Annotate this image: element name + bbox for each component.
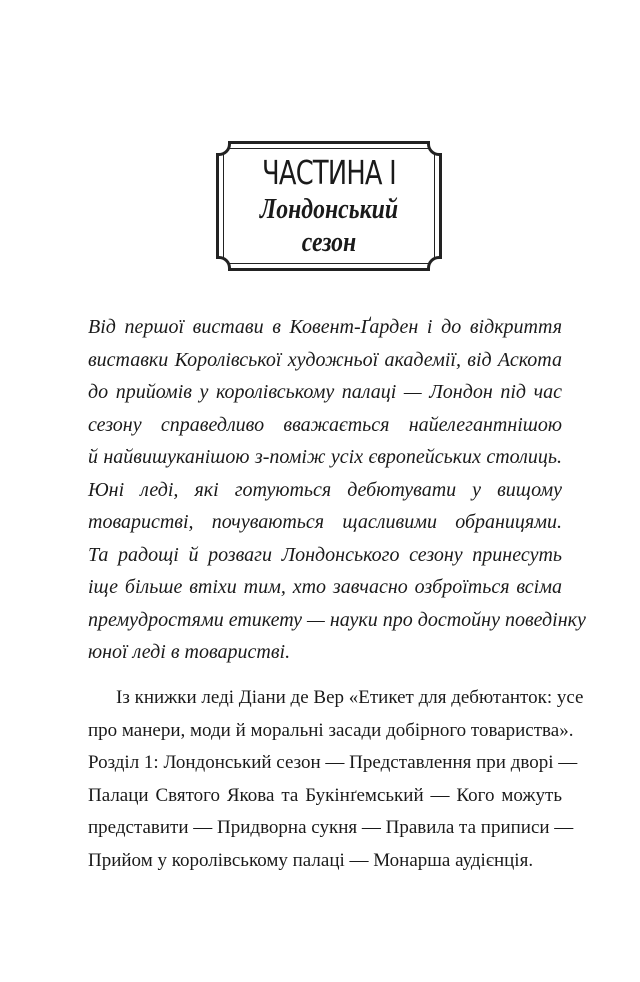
epigraph-line: сезону справедливо вважається найелегантнішою [88, 413, 562, 436]
epigraph-line: товаристві, почуваються щасливими обраницями. [88, 511, 562, 533]
frame-corner [427, 141, 442, 156]
source-line: Палаци Святого Якова та Букінґемський — Кого можуть [88, 784, 562, 806]
source-line: представити — Придворна сукня — Правила та приписи — [88, 817, 574, 838]
epigraph-line: Юні леді, які готуються дебютувати у вищому [88, 478, 562, 501]
epigraph-line: юної леді в товаристві. [88, 641, 291, 663]
epigraph-line: до прийомів у королівському палаці — Лондон під час [88, 381, 562, 403]
source-citation [88, 682, 584, 877]
part-title-line-1: Лондонський [259, 193, 399, 225]
frame-corner [216, 256, 231, 271]
epigraph-line: Від першої вистави в Ковент-Ґарден і до відкриття [88, 316, 562, 338]
source-line: Розділ 1: Лондонський сезон — Представлення при дворі — [88, 752, 578, 773]
epigraph-line: Та радощі й розваги Лондонського сезону принесуть [88, 543, 562, 566]
epigraph-line: й найвишуканішою з-поміж усіх європейських столиць. [88, 446, 562, 468]
epigraph-line: іще більше втіхи тим, хто завчасно озброїться всіма [88, 576, 562, 598]
epigraph-line: виставки Королівської художньої академії, від Аскота [88, 348, 562, 371]
frame-corner [427, 256, 442, 271]
source-line: про манери, моди й моральні засади добірного товариства». [88, 719, 574, 741]
part-label: ЧАСТИНА І [262, 153, 396, 192]
source-line: Із книжки леді Діани де Вер «Етикет для дебютанток: усе [116, 687, 584, 708]
epigraph [88, 311, 586, 669]
epigraph-line: премудростями етикету — науки про достойну поведінку [88, 608, 586, 631]
frame-corner [216, 141, 231, 156]
source-line: Прийом у королівському палаці — Монарша аудієнція. [88, 849, 534, 871]
part-title-line-2: сезон [301, 226, 357, 258]
